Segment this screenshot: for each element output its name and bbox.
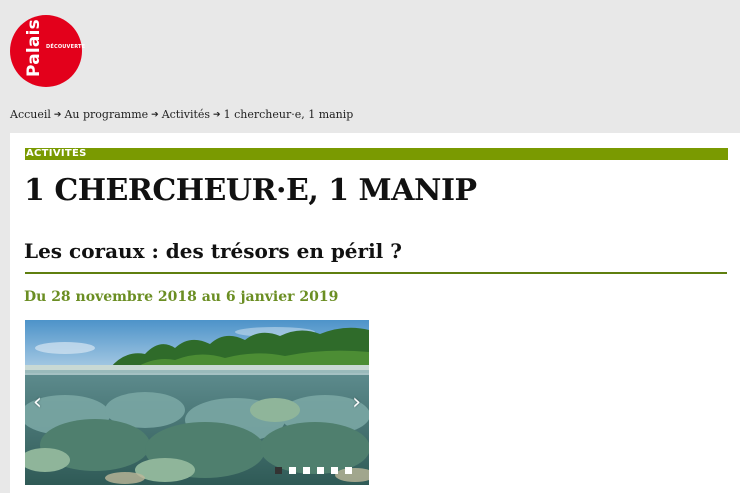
page-subtitle: Les coraux : des trésors en péril ? (24, 239, 402, 263)
breadcrumb-home[interactable]: Accueil (10, 108, 51, 121)
breadcrumb (10, 108, 353, 121)
carousel-pagination (275, 467, 352, 474)
content-panel (10, 133, 740, 493)
breadcrumb-programme[interactable]: Au programme (64, 108, 149, 121)
event-dates: Du 28 novembre 2018 au 6 janvier 2019 (24, 289, 339, 305)
carousel-dot[interactable] (345, 467, 352, 474)
breadcrumb-current: 1 chercheur·e, 1 manip (223, 108, 354, 121)
divider (25, 272, 727, 274)
coral-reef-photo (25, 320, 369, 485)
breadcrumb-arrow-icon: ➔ (53, 109, 62, 120)
carousel-dot[interactable] (289, 467, 296, 474)
carousel-dot[interactable] (303, 467, 310, 474)
chevron-right-icon[interactable]: › (352, 390, 361, 415)
logo-text: Palais (24, 19, 44, 77)
logo-subtext: DÉCOUVERTE (46, 44, 86, 50)
carousel-dot[interactable] (331, 467, 338, 474)
image-carousel[interactable] (25, 320, 369, 485)
page-title: 1 CHERCHEUR·E, 1 MANIP (24, 173, 477, 208)
palais-decouverte-logo[interactable] (10, 15, 86, 87)
breadcrumb-activites[interactable]: Activités (161, 108, 211, 121)
carousel-dot[interactable] (275, 467, 282, 474)
breadcrumb-arrow-icon: ➔ (213, 109, 221, 120)
category-label: ACTIVITÉS (25, 148, 728, 160)
carousel-dot[interactable] (317, 467, 324, 474)
breadcrumb-arrow-icon: ➔ (151, 109, 159, 120)
chevron-left-icon[interactable]: ‹ (33, 390, 42, 415)
